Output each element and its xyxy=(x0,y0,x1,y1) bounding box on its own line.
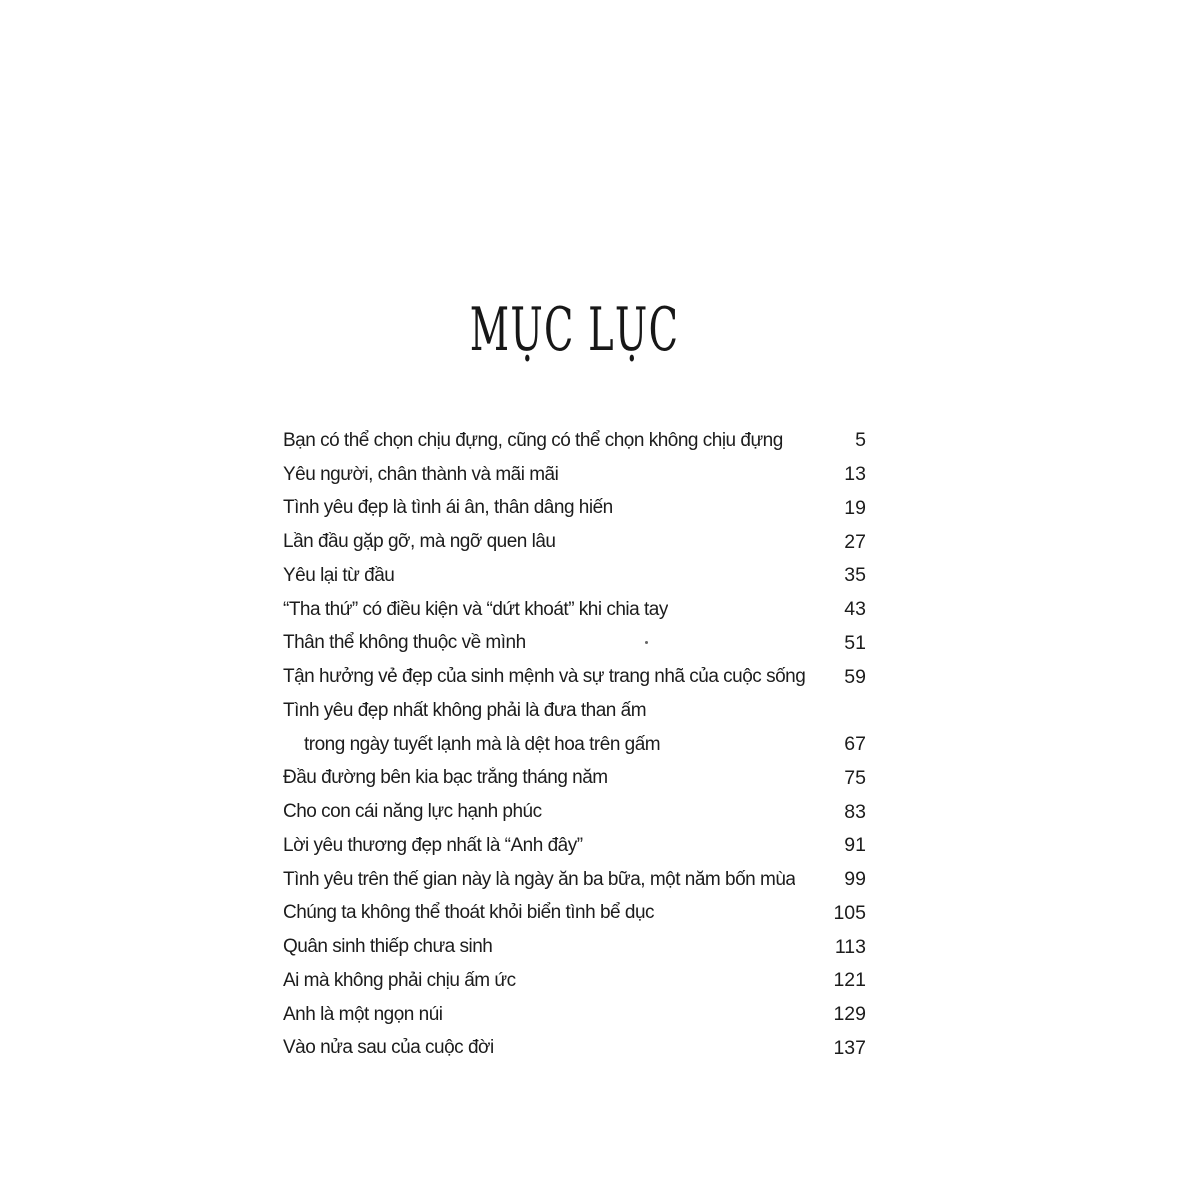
toc-list xyxy=(283,424,866,1065)
entry-title: Chúng ta không thể thoát khỏi biển tình bể dục xyxy=(283,902,655,924)
entry-title: Cho con cái năng lực hạnh phúc xyxy=(283,801,542,823)
toc-entry-row xyxy=(283,897,866,931)
toc-entry-row xyxy=(283,492,866,526)
toc-entry-row xyxy=(283,964,866,998)
toc-entry-row xyxy=(283,660,866,694)
entry-title: Tận hưởng vẻ đẹp của sinh mệnh và sự trang nhã của cuộc sống xyxy=(283,666,806,688)
entry-page-number: 129 xyxy=(833,1003,866,1026)
entry-page-number: 105 xyxy=(833,901,866,924)
entry-page-number: 67 xyxy=(844,733,866,756)
entry-page-number: 5 xyxy=(855,429,866,452)
toc-entry-row xyxy=(283,458,866,492)
entry-title: Tình yêu trên thế gian này là ngày ăn ba bữa, một năm bốn mùa xyxy=(283,868,796,890)
toc-entry-row xyxy=(283,694,866,728)
entry-page-number: 99 xyxy=(844,868,866,891)
toc-entry-row xyxy=(283,863,866,897)
page-title: MỤC LỤC xyxy=(469,295,680,365)
entry-title: Quân sinh thiếp chưa sinh xyxy=(283,936,493,958)
entry-title: Ai mà không phải chịu ấm ức xyxy=(283,969,516,991)
entry-page-number: 75 xyxy=(844,766,866,789)
entry-page-number: 13 xyxy=(844,463,866,486)
entry-page-number: 83 xyxy=(844,800,866,823)
entry-page-number: 121 xyxy=(833,969,866,992)
entry-title: Đầu đường bên kia bạc trắng tháng năm xyxy=(283,767,608,789)
toc-entry-row xyxy=(283,795,866,829)
toc-entry-row xyxy=(283,593,866,627)
entry-title: trong ngày tuyết lạnh mà là dệt hoa trên gấm xyxy=(304,733,661,755)
entry-page-number: 59 xyxy=(844,665,866,688)
entry-page-number: 51 xyxy=(844,631,866,654)
toc-entry-row xyxy=(283,762,866,796)
entry-title: Tình yêu đẹp nhất không phải là đưa than ấm xyxy=(283,699,647,721)
stray-ink-dot xyxy=(645,641,648,644)
entry-title: Vào nửa sau của cuộc đời xyxy=(283,1037,494,1059)
entry-page-number: 43 xyxy=(844,598,866,621)
entry-page-number: 137 xyxy=(833,1036,866,1059)
entry-title: “Tha thứ” có điều kiện và “dứt khoát” khi chia tay xyxy=(283,598,668,620)
toc-entry-row xyxy=(283,424,866,458)
toc-entry-row xyxy=(283,998,866,1032)
entry-title: Yêu người, chân thành và mãi mãi xyxy=(283,463,559,485)
entry-page-number: 27 xyxy=(844,530,866,553)
toc-entry-row xyxy=(283,627,866,661)
entry-title: Bạn có thể chọn chịu đựng, cũng có thể chọn không chịu đựng xyxy=(283,429,783,451)
toc-entry-row xyxy=(283,829,866,863)
entry-title: Yêu lại từ đầu xyxy=(283,564,395,586)
entry-page-number: 91 xyxy=(844,834,866,857)
entry-title: Lần đầu gặp gỡ, mà ngỡ quen lâu xyxy=(283,531,556,553)
entry-title: Thân thể không thuộc về mình xyxy=(283,632,526,654)
toc-entry-row xyxy=(283,728,866,762)
toc-entry-row xyxy=(283,930,866,964)
entry-title: Tình yêu đẹp là tình ái ân, thân dâng hiến xyxy=(283,497,613,519)
entry-page-number: 35 xyxy=(844,564,866,587)
entry-page-number: 113 xyxy=(834,935,866,958)
entry-title: Anh là một ngọn núi xyxy=(283,1003,443,1025)
toc-entry-row xyxy=(283,559,866,593)
toc-entry-row xyxy=(283,525,866,559)
entry-title: Lời yêu thương đẹp nhất là “Anh đây” xyxy=(283,834,583,856)
entry-page-number: 19 xyxy=(844,496,866,519)
toc-entry-row xyxy=(283,1032,866,1066)
